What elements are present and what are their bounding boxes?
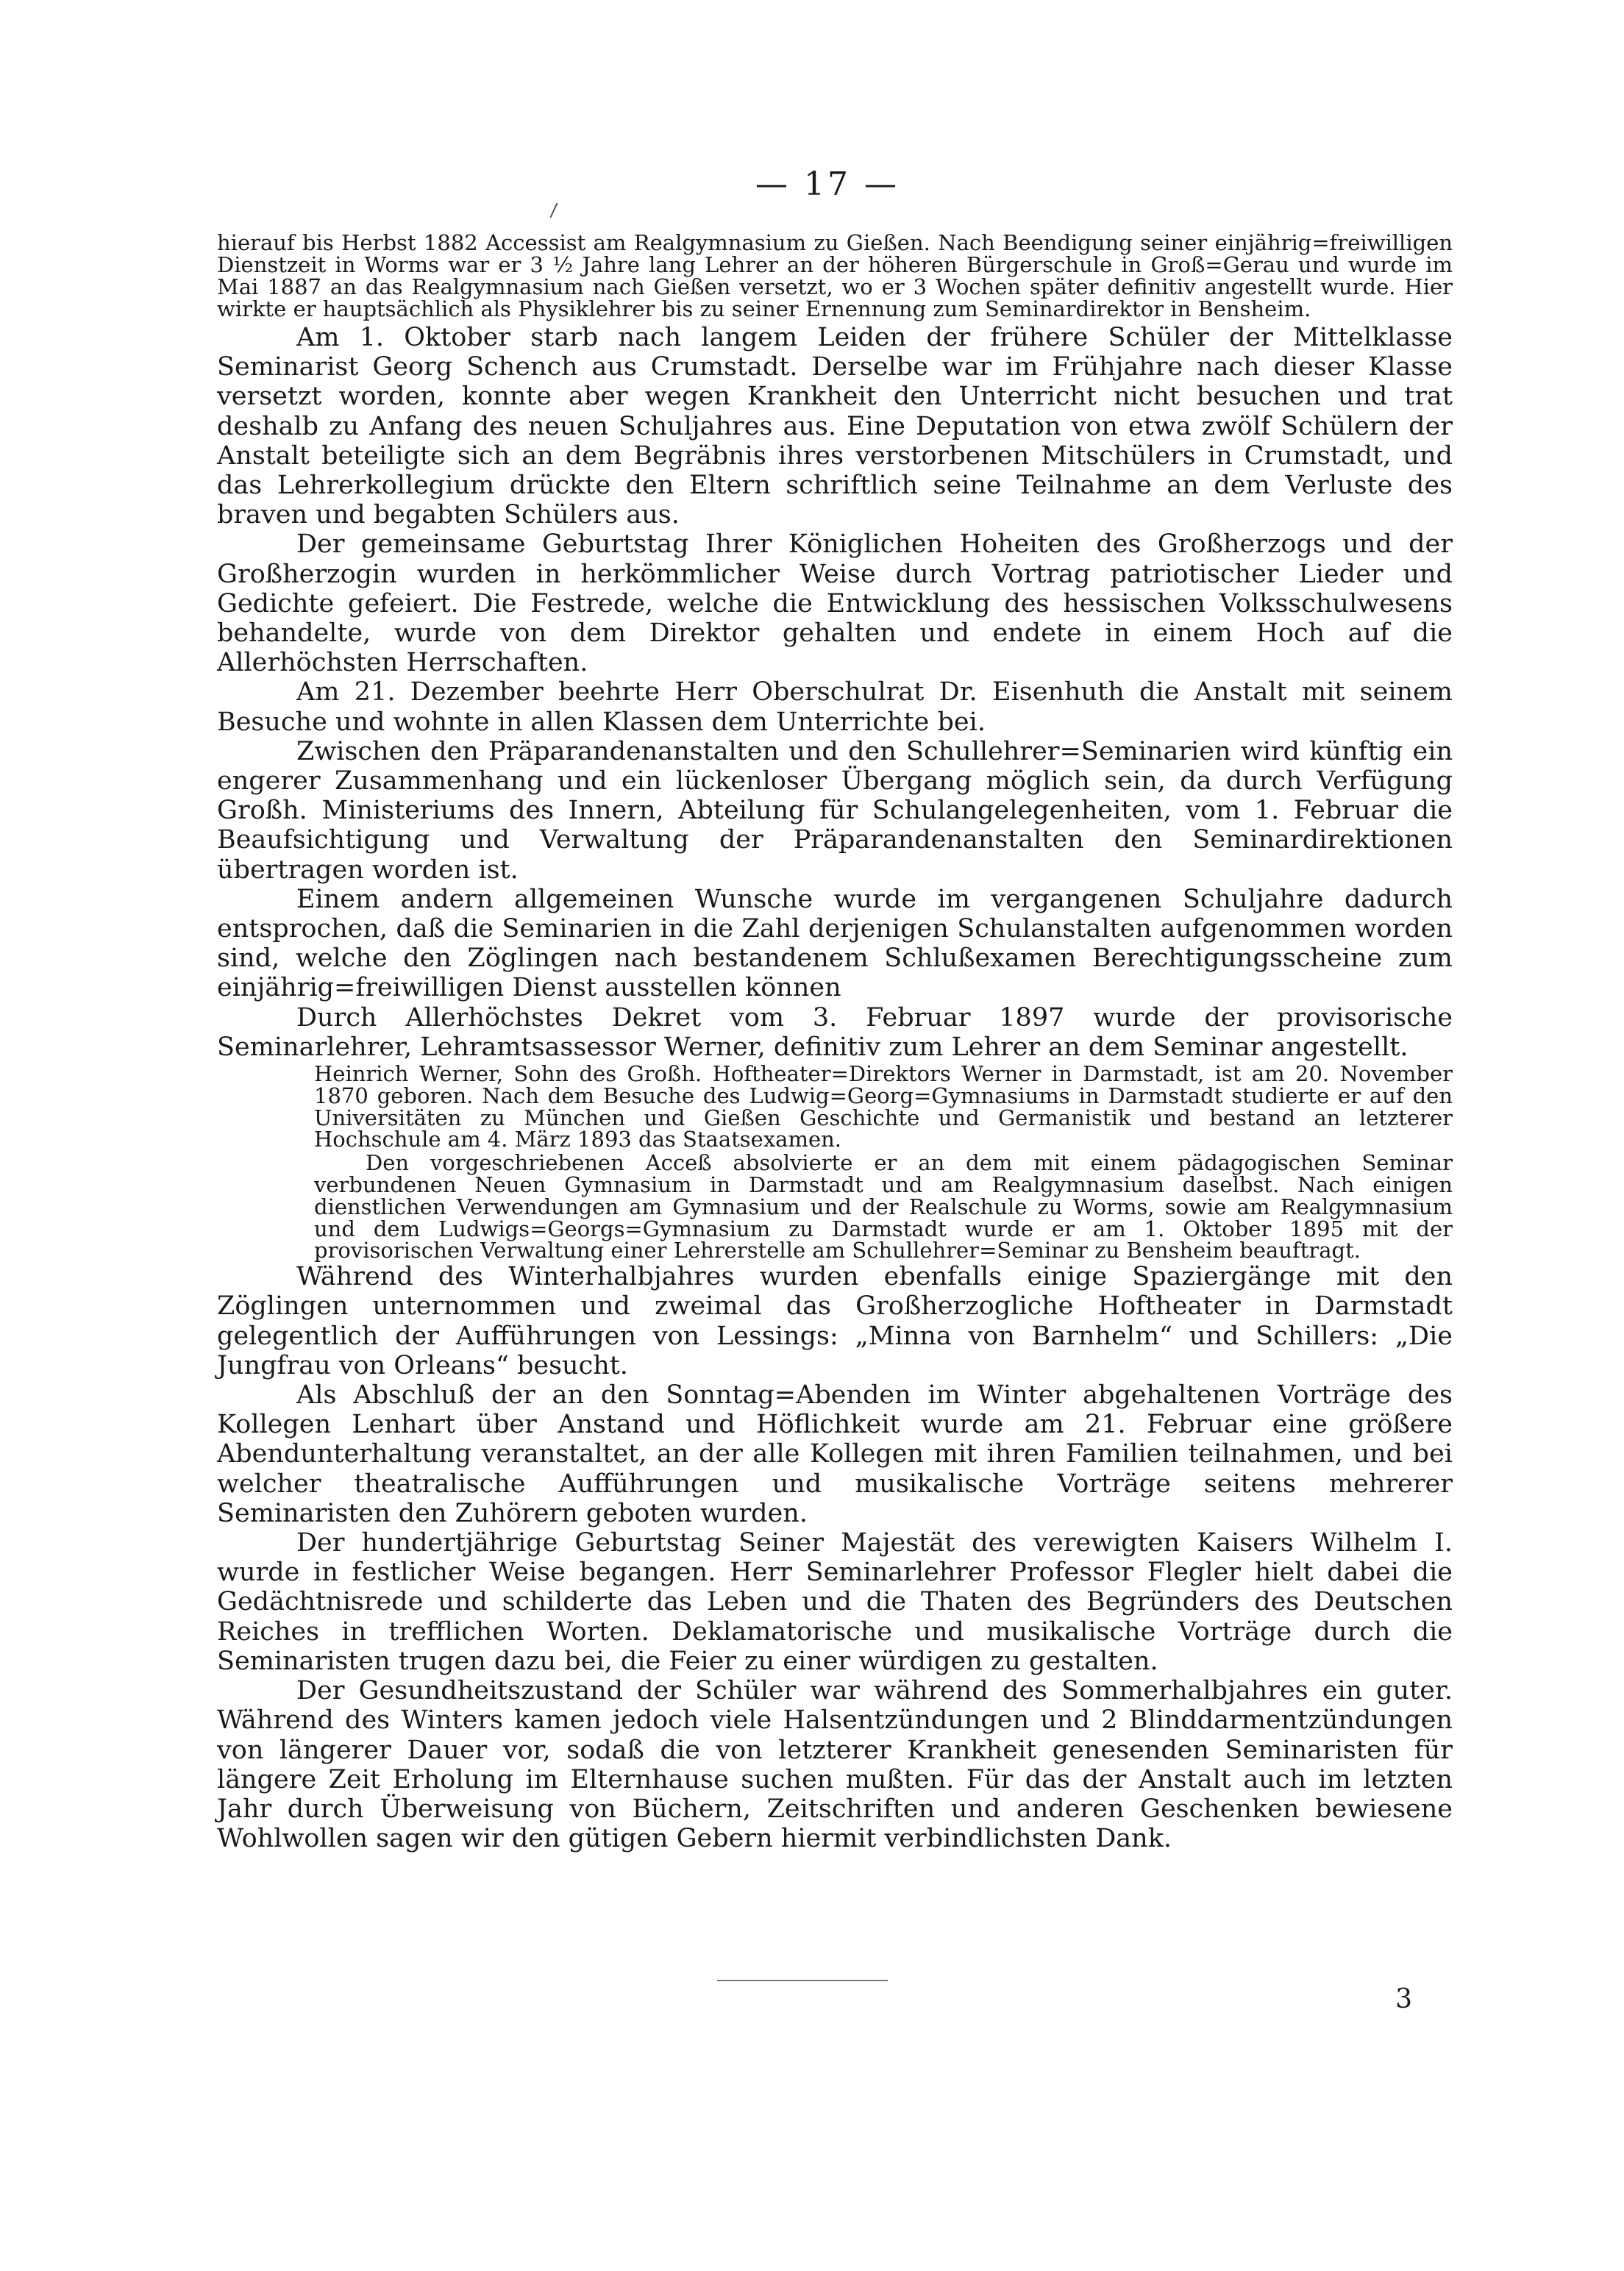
- paragraph-health-report: Der Gesundheitszustand der Schüler war während des Sommerhalbjahres ein guter. Während des Winters kamen jedoch viele Halsentzündungen und 2 Blinddarmentzündungen von längerer Dauer vor, sodaß die von letzterer Krankheit genesenden Seminaristen für längere Zeit Erholung im Elternhause suchen mußten. Für das der Anstalt auch im letzten Jahr durch Überweisung von Büchern, Zeitschriften und anderen Geschenken bewiesene Wohlwollen sagen wir den gütigen Gebern hiermit verbindlichsten Dank.: [217, 1676, 1453, 1854]
- paragraph-appointment-decree: Durch Allerhöchstes Dekret vom 3. Februar 1897 wurde der provisorische Seminarlehrer, Lehramtsassessor Werner, definitiv zum Lehrer an dem Seminar angestellt.: [217, 1002, 1453, 1062]
- biographical-note-2: Den vorgeschriebenen Acceß absolvierte er an dem mit einem pädagogischen Seminar verbundenen Neuen Gymnasium in Darmstadt und am Realgymnasium daselbst. Nach einigen dienstlichen Verwendungen am Gymnasium und der Realschule zu Worms, sowie am Realgymnasium und dem Ludwigs=Georgs=Gymnasium zu Darmstadt wurde er am 1. Oktober 1895 mit der provisorischen Verwaltung einer Lehrerstelle am Schullehrer=Seminar zu Bensheim beauftragt.: [314, 1150, 1453, 1263]
- body-text: [217, 232, 1453, 1853]
- page-number: — 17 —: [755, 165, 900, 203]
- paragraph-evening-entertainment: Als Abschluß der an den Sonntag=Abenden im Winter abgehaltenen Vorträge des Kollegen Lenhart über Anstand und Höflichkeit wurde am 21. Februar eine größere Abendunterhaltung veranstaltet, an der alle Kollegen mit ihren Familien teilnahmen, und bei welcher theatralische Aufführungen und musikalische Vorträge seitens mehrerer Seminaristen den Zuhörern geboten wurden.: [217, 1380, 1453, 1528]
- paragraph-volunteer-certificates: Einem andern allgemeinen Wunsche wurde im vergangenen Schuljahre dadurch entsprochen, daß die Seminarien in die Zahl derjenigen Schulanstalten aufgenommen worden sind, welche den Zöglingen nach bestandenem Schlußexamen Berechtigungsscheine zum einjährig=freiwilligen Dienst ausstellen können: [217, 884, 1453, 1003]
- paragraph-continuation: hierauf bis Herbst 1882 Accessist am Realgymnasium zu Gießen. Nach Beendigung seiner einjährig=freiwilligen Dienstzeit in Worms war er 3 ½ Jahre lang Lehrer an der höheren Bürgerschule in Groß=Gerau und wurde im Mai 1887 an das Realgymnasium nach Gießen versetzt, wo er 3 Wochen später definitiv angestellt wurde. Hier wirkte er hauptsächlich als Physiklehrer bis zu seiner Ernennung zum Seminardirektor in Bensheim.: [217, 230, 1453, 321]
- paragraph-theatre-visits: Während des Winterhalbjahres wurden ebenfalls einige Spaziergänge mit den Zöglingen unternommen und zweimal das Großherzogliche Hoftheater in Darmstadt gelegentlich der Aufführungen von Lessings: „Minna von Barnhelm“ und Schillers: „Die Jungfrau von Orleans“ besucht.: [217, 1262, 1453, 1380]
- signature-mark: 3: [1395, 1984, 1412, 2014]
- biographical-note-1: Heinrich Werner, Sohn des Großh. Hoftheater=Direktors Werner in Darmstadt, ist am 20. November 1870 geboren. Nach dem Besuche des Ludwig=Georg=Gymnasiums in Darmstadt studierte er auf den Universitäten zu München und Gießen Geschichte und Germanistik und bestand an letzterer Hochschule am 4. März 1893 das Staatsexamen.: [314, 1061, 1453, 1152]
- stray-pen-mark: [549, 203, 558, 218]
- paragraph-inspection-visit: Am 21. Dezember beehrte Herr Oberschulrat Dr. Eisenhuth die Anstalt mit seinem Besuche und wohnte in allen Klassen dem Unterrichte bei.: [217, 677, 1453, 737]
- footer-divider: [717, 1980, 888, 1981]
- paragraph-birthday-celebration: Der gemeinsame Geburtstag Ihrer Königlichen Hoheiten des Großherzogs und der Großherzogin wurden in herkömmlicher Weise durch Vortrag patriotischer Lieder und Gedichte gefeiert. Die Festrede, welche die Entwicklung des hessischen Volksschulwesens behandelte, wurde von dem Direktor gehalten und endete in einem Hoch auf die Allerhöchsten Herrschaften.: [217, 530, 1453, 678]
- paragraph-emperor-centenary: Der hundertjährige Geburtstag Seiner Majestät des verewigten Kaisers Wilhelm I. wurde in festlicher Weise begangen. Herr Seminarlehrer Professor Flegler hielt dabei die Gedächtnisrede und schilderte das Leben und die Thaten des Begründers des Deutschen Reiches in trefflichen Worten. Deklamatorische und musikalische Vorträge durch die Seminaristen trugen dazu bei, die Feier zu einer würdigen zu gestalten.: [217, 1528, 1453, 1676]
- paragraph-death-notice: Am 1. Oktober starb nach langem Leiden der frühere Schüler der Mittelklasse Seminarist Georg Schench aus Crumstadt. Derselbe war im Frühjahre nach dieser Klasse versetzt worden, konnte aber wegen Krankheit den Unterricht nicht besuchen und trat deshalb zu Anfang des neuen Schuljahres aus. Eine Deputation von etwa zwölf Schülern der Anstalt beteiligte sich an dem Begräbnis ihres verstorbenen Mitschülers in Crumstadt, und das Lehrerkollegium drückte den Eltern schriftlich seine Teilnahme an dem Verluste des braven und begabten Schülers aus.: [217, 323, 1453, 530]
- paragraph-preparatory-schools: Zwischen den Präparandenanstalten und den Schullehrer=Seminarien wird künftig ein engerer Zusammenhang und ein lückenloser Übergang möglich sein, da durch Verfügung Großh. Ministeriums des Innern, Abteilung für Schulangelegenheiten, vom 1. Februar die Beaufsichtigung und Verwaltung der Präparandenanstalten den Seminardirektionen übertragen worden ist.: [217, 736, 1453, 885]
